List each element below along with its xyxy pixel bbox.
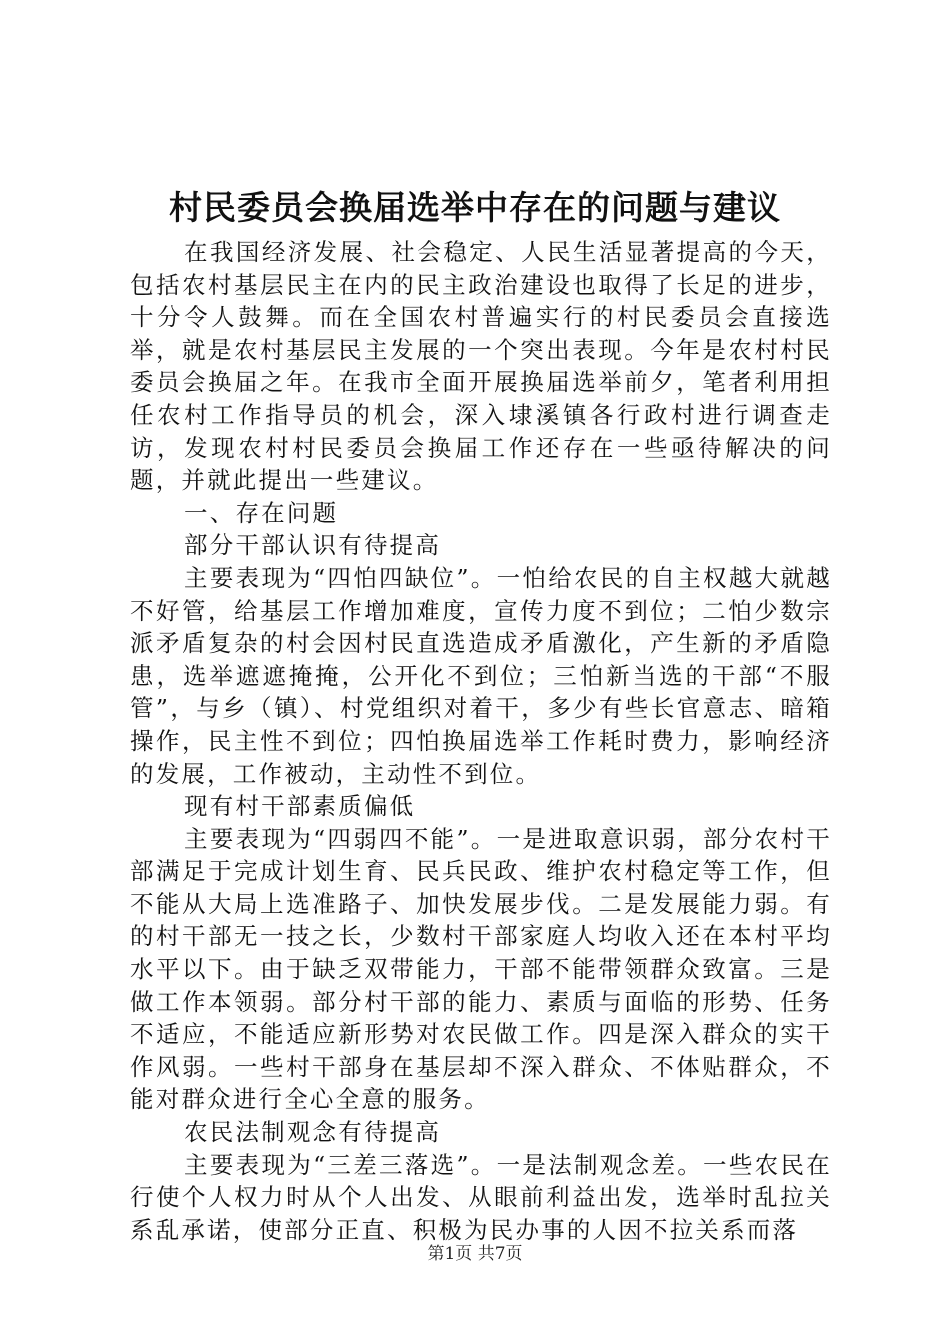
- subheading-cadre-awareness: 部分干部认识有待提高: [184, 531, 442, 560]
- document-body: [130, 236, 832, 1246]
- paragraph-four-weaknesses: 主要表现为“四弱四不能”。一是进取意识弱，部分农村干部满足于完成计划生育、民兵民政、维护农村稳定等工作，但不能从大局上选准路子、加快发展步伐。二是发展能力弱。有的村干部无一技之长，少数村干部家庭人均收入还在本村平均水平以下。由于缺乏双带能力，干部不能带领群众致富。三是做工作本领弱。部分村干部的能力、素质与面临的形势、任务不适应，不能适应新形势对农民做工作。四是深入群众的实干作风弱。一些村干部身在基层却不深入群众、不体贴群众，不能对群众进行全心全意的服务。: [130, 824, 832, 1114]
- paragraph-three-deficiencies: 主要表现为“三差三落选”。一是法制观念差。一些农民在行使个人权力时从个人出发、从眼前利益出发，选举时乱拉关系乱承诺，使部分正直、积极为民办事的人因不拉关系而落: [130, 1150, 832, 1244]
- paragraph-four-fears: 主要表现为“四怕四缺位”。一怕给农民的自主权越大就越不好管，给基层工作增加难度，宣传力度不到位；二怕少数宗派矛盾复杂的村会因村民直选造成矛盾激化，产生新的矛盾隐患，选举遮遮掩掩，公开化不到位；三怕新当选的干部“不服管”，与乡（镇）、村党组织对着干，多少有些长官意志、暗箱操作，民主性不到位；四怕换届选举工作耗时费力，影响经济的发展，工作被动，主动性不到位。: [130, 563, 832, 788]
- section-heading-problems: 一、存在问题: [184, 498, 339, 527]
- intro-paragraph: 在我国经济发展、社会稳定、人民生活显著提高的今天，包括农村基层民主在内的民主政治建设也取得了长足的进步，十分令人鼓舞。而在全国农村普遍实行的村民委员会直接选举，就是农村基层民主发展的一个突出表现。今年是农村村民委员会换届之年。在我市全面开展换届选举前夕，笔者利用担任农村工作指导员的机会，深入埭溪镇各行政村进行调查走访，发现农村村民委员会换届工作还存在一些亟待解决的问题，并就此提出一些建议。: [130, 238, 832, 495]
- document-title: 村民委员会换届选举中存在的问题与建议: [169, 188, 781, 227]
- page-footer: 第1页 共7页: [427, 1244, 523, 1264]
- subheading-legal-awareness: 农民法制观念有待提高: [184, 1118, 442, 1147]
- subheading-cadre-quality: 现有村干部素质偏低: [184, 792, 416, 821]
